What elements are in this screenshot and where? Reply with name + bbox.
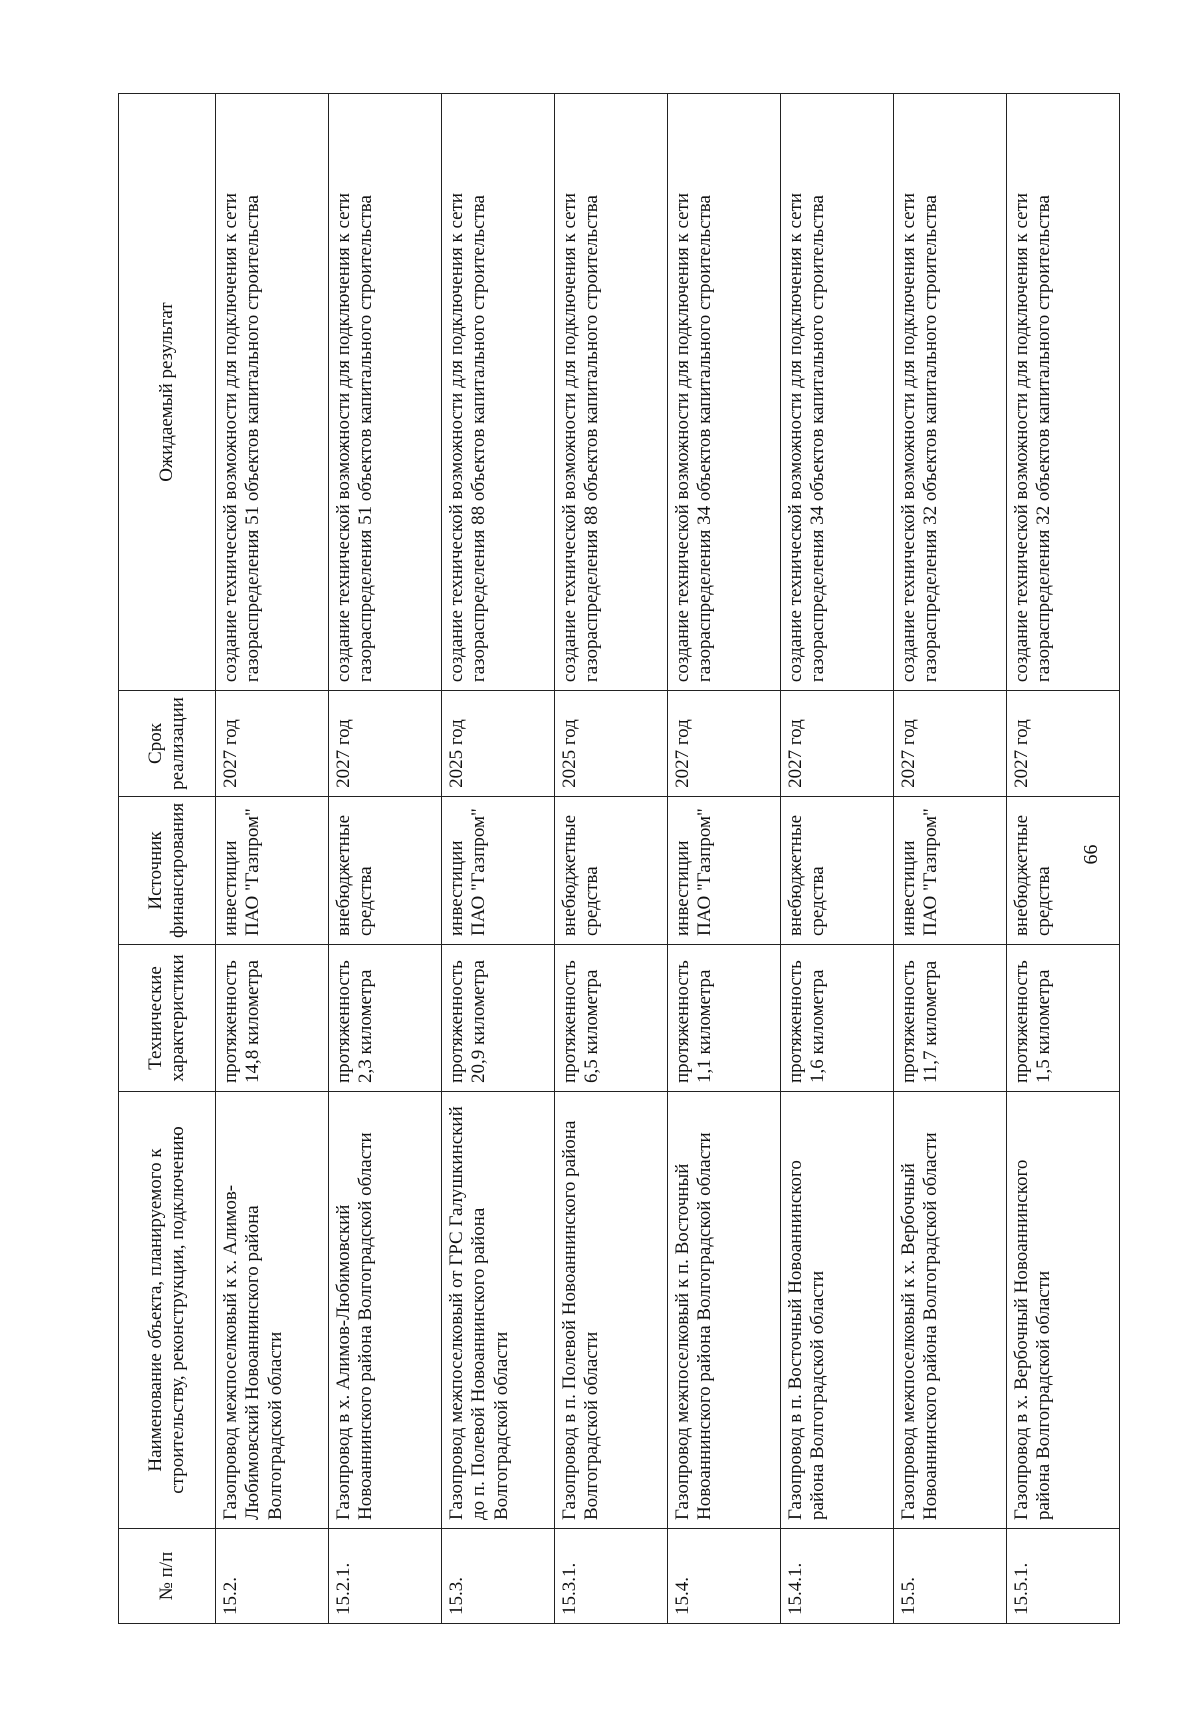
- header-tech: Технические характеристики: [119, 945, 216, 1092]
- cell-name: Газопровод в х. Вербочный Новоаннинского района Волгоградской области: [1007, 1092, 1120, 1529]
- cell-name: Газопровод межпоселковый от ГРС Галушкинский до п. Полевой Новоаннинского района Волгоградской области: [442, 1092, 555, 1529]
- cell-term: 2027 год: [329, 691, 442, 797]
- header-term: Срок реализации: [119, 691, 216, 797]
- header-num: № п/п: [119, 1529, 216, 1624]
- header-name: Наименование объекта, планируемого к строительству, реконструкции, подключению: [119, 1092, 216, 1529]
- cell-tech: протяженность 6,5 километра: [555, 945, 668, 1092]
- cell-name: Газопровод в х. Алимов-Любимовский Новоаннинского района Волгоградской области: [329, 1092, 442, 1529]
- cell-source: внебюджетные средства: [329, 796, 442, 944]
- cell-tech: протяженность 20,9 километра: [442, 945, 555, 1092]
- cell-tech: протяженность 11,7 километра: [894, 945, 1007, 1092]
- cell-term: 2025 год: [442, 691, 555, 797]
- cell-num: 15.3.1.: [555, 1529, 668, 1624]
- cell-result: создание технической возможности для подключения к сети газораспределения 34 объектов капитального строительства: [668, 94, 781, 691]
- cell-result: создание технической возможности для подключения к сети газораспределения 88 объектов капитального строительства: [442, 94, 555, 691]
- table-row: [668, 94, 781, 1624]
- cell-num: 15.3.: [442, 1529, 555, 1624]
- cell-num: 15.2.: [216, 1529, 329, 1624]
- table-row: [894, 94, 1007, 1624]
- cell-term: 2027 год: [781, 691, 894, 797]
- cell-num: 15.4.1.: [781, 1529, 894, 1624]
- cell-source: инвестиции ПАО "Газпром": [216, 796, 329, 944]
- cell-tech: протяженность 14,8 километра: [216, 945, 329, 1092]
- cell-name: Газопровод в п. Полевой Новоаннинского района Волгоградской области: [555, 1092, 668, 1529]
- cell-name: Газопровод межпоселковый к х. Вербочный Новоаннинского района Волгоградской области: [894, 1092, 1007, 1529]
- cell-result: создание технической возможности для подключения к сети газораспределения 51 объектов капитального строительства: [329, 94, 442, 691]
- cell-result: создание технической возможности для подключения к сети газораспределения 32 объектов капитального строительства: [894, 94, 1007, 691]
- cell-term: 2025 год: [555, 691, 668, 797]
- cell-source: инвестиции ПАО "Газпром": [668, 796, 781, 944]
- cell-tech: протяженность 1,6 километра: [781, 945, 894, 1092]
- table-header: [119, 94, 216, 1624]
- page-number: 66: [1080, 844, 1102, 865]
- cell-term: 2027 год: [216, 691, 329, 797]
- cell-result: создание технической возможности для подключения к сети газораспределения 51 объектов капитального строительства: [216, 94, 329, 691]
- table-row: [329, 94, 442, 1624]
- cell-name: Газопровод межпоселковый к х. Алимов-Любимовский Новоаннинского района Волгоградской области: [216, 1092, 329, 1529]
- projects-table: [118, 93, 1120, 1624]
- header-row: [119, 94, 216, 1624]
- cell-term: 2027 год: [894, 691, 1007, 797]
- cell-source: инвестиции ПАО "Газпром": [442, 796, 555, 944]
- cell-term: 2027 год: [1007, 691, 1120, 797]
- table-row: [555, 94, 668, 1624]
- table-row: [781, 94, 894, 1624]
- cell-result: создание технической возможности для подключения к сети газораспределения 34 объектов капитального строительства: [781, 94, 894, 691]
- table-row: [216, 94, 329, 1624]
- cell-term: 2027 год: [668, 691, 781, 797]
- cell-source: инвестиции ПАО "Газпром": [894, 796, 1007, 944]
- header-source: Источник финансирования: [119, 796, 216, 944]
- cell-tech: протяженность 2,3 километра: [329, 945, 442, 1092]
- cell-result: создание технической возможности для подключения к сети газораспределения 32 объектов капитального строительства: [1007, 94, 1120, 691]
- cell-source: внебюджетные средства: [1007, 796, 1120, 944]
- cell-name: Газопровод в п. Восточный Новоаннинского района Волгоградской области: [781, 1092, 894, 1529]
- cell-num: 15.5.: [894, 1529, 1007, 1624]
- table-body: [216, 94, 1120, 1624]
- cell-num: 15.2.1.: [329, 1529, 442, 1624]
- cell-name: Газопровод межпоселковый к п. Восточный Новоаннинского района Волгоградской области: [668, 1092, 781, 1529]
- cell-source: внебюджетные средства: [781, 796, 894, 944]
- cell-num: 15.5.1.: [1007, 1529, 1120, 1624]
- cell-result: создание технической возможности для подключения к сети газораспределения 88 объектов капитального строительства: [555, 94, 668, 691]
- cell-source: внебюджетные средства: [555, 796, 668, 944]
- cell-tech: протяженность 1,1 километра: [668, 945, 781, 1092]
- header-result: Ожидаемый результат: [119, 94, 216, 691]
- cell-tech: протяженность 1,5 километра: [1007, 945, 1120, 1092]
- table-row: [442, 94, 555, 1624]
- cell-num: 15.4.: [668, 1529, 781, 1624]
